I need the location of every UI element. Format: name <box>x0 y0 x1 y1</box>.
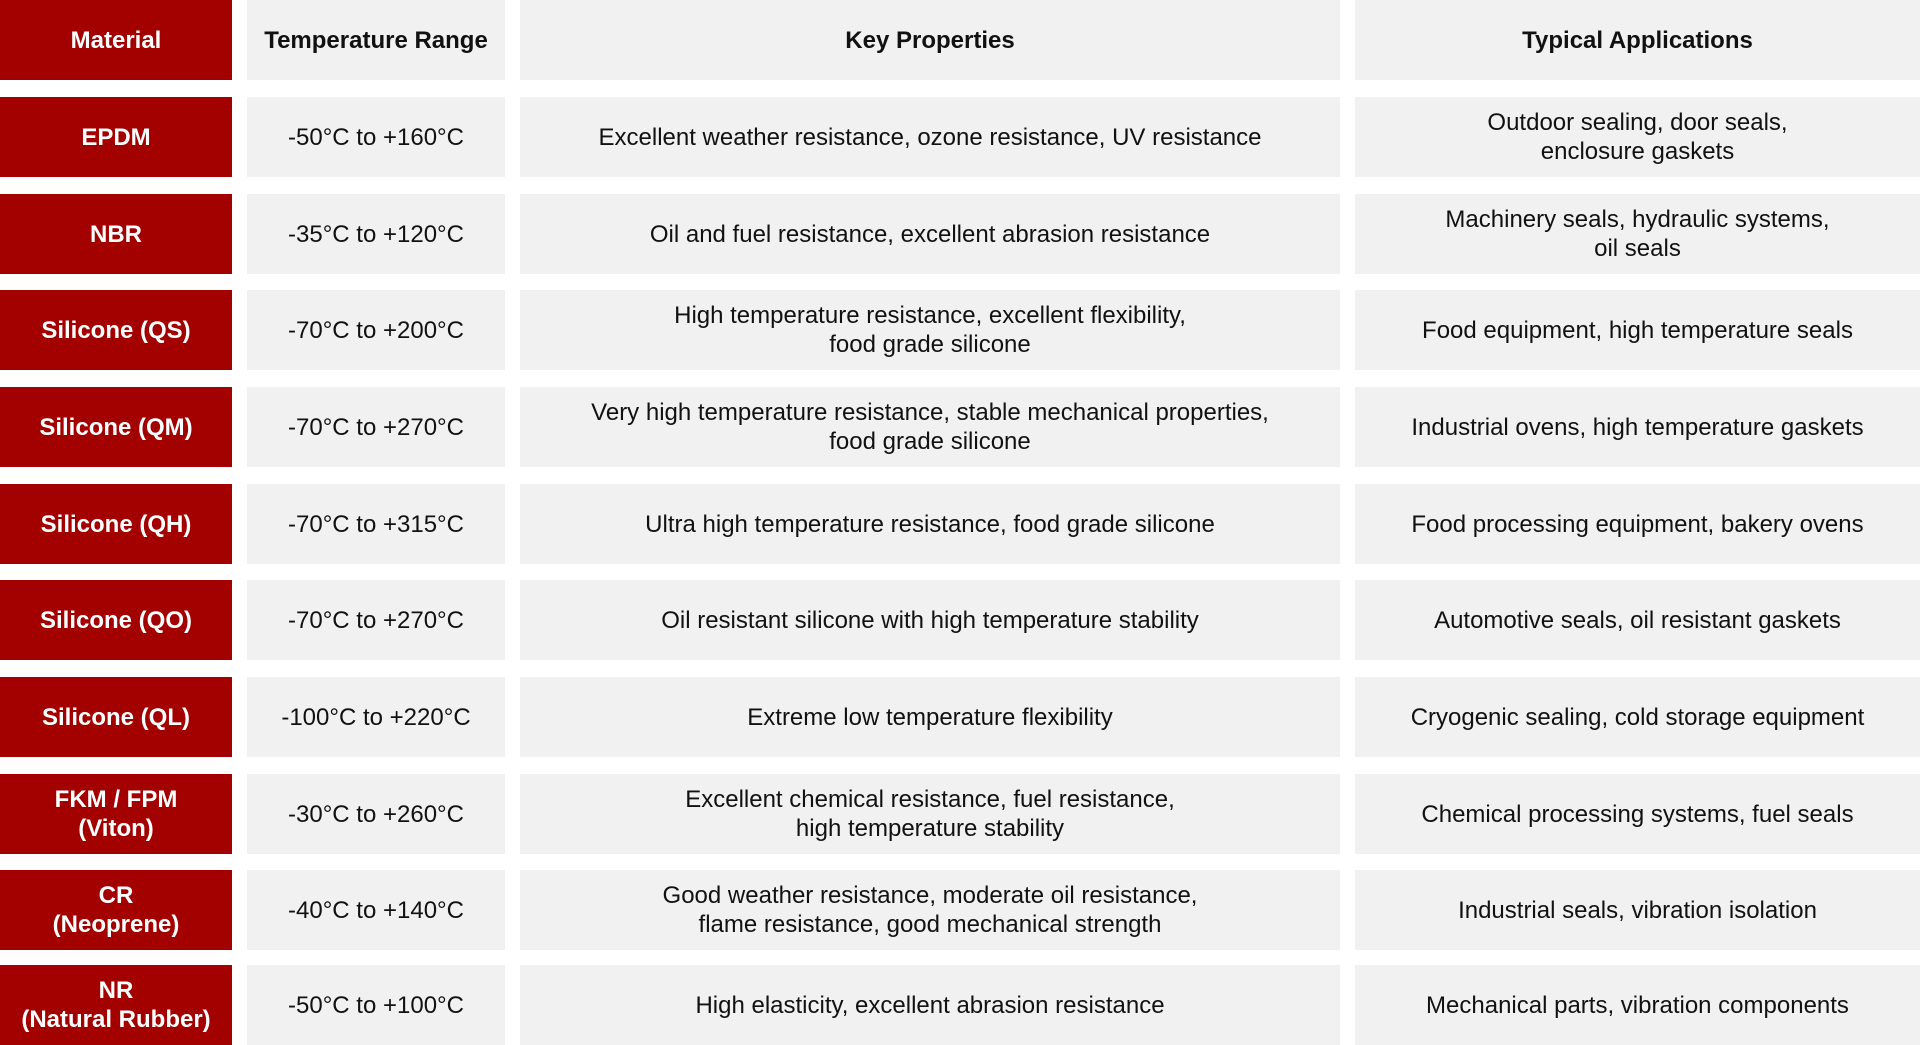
table-row <box>0 97 1920 177</box>
applications-cell: Cryogenic sealing, cold storage equipment <box>1355 677 1920 757</box>
table-row <box>0 870 1920 950</box>
table-row <box>0 194 1920 274</box>
temperature-cell: -70°C to +270°C <box>247 387 505 467</box>
material-cell: NR (Natural Rubber) <box>0 965 232 1045</box>
applications-cell: Machinery seals, hydraulic systems, oil seals <box>1355 194 1920 274</box>
properties-cell: High elasticity, excellent abrasion resistance <box>520 965 1340 1045</box>
temperature-cell: -70°C to +315°C <box>247 484 505 564</box>
applications-cell: Industrial seals, vibration isolation <box>1355 870 1920 950</box>
material-cell: FKM / FPM (Viton) <box>0 774 232 854</box>
properties-cell: Oil and fuel resistance, excellent abrasion resistance <box>520 194 1340 274</box>
table-row <box>0 677 1920 757</box>
table-row <box>0 965 1920 1045</box>
table-row <box>0 774 1920 854</box>
table-row <box>0 387 1920 467</box>
applications-cell: Automotive seals, oil resistant gaskets <box>1355 580 1920 660</box>
table-row <box>0 484 1920 564</box>
applications-cell: Food equipment, high temperature seals <box>1355 290 1920 370</box>
properties-cell: High temperature resistance, excellent flexibility, food grade silicone <box>520 290 1340 370</box>
material-cell: Silicone (QS) <box>0 290 232 370</box>
material-cell: EPDM <box>0 97 232 177</box>
table-row <box>0 290 1920 370</box>
temperature-cell: -50°C to +160°C <box>247 97 505 177</box>
temperature-cell: -100°C to +220°C <box>247 677 505 757</box>
header-temperature-range: Temperature Range <box>247 0 505 80</box>
material-cell: NBR <box>0 194 232 274</box>
applications-cell: Outdoor sealing, door seals, enclosure gaskets <box>1355 97 1920 177</box>
material-cell: Silicone (QH) <box>0 484 232 564</box>
properties-cell: Very high temperature resistance, stable mechanical properties, food grade silicone <box>520 387 1340 467</box>
material-cell: Silicone (QO) <box>0 580 232 660</box>
material-cell: Silicone (QL) <box>0 677 232 757</box>
applications-cell: Industrial ovens, high temperature gaskets <box>1355 387 1920 467</box>
properties-cell: Oil resistant silicone with high temperature stability <box>520 580 1340 660</box>
properties-cell: Excellent chemical resistance, fuel resistance, high temperature stability <box>520 774 1340 854</box>
material-cell: CR (Neoprene) <box>0 870 232 950</box>
applications-cell: Food processing equipment, bakery ovens <box>1355 484 1920 564</box>
header-key-properties: Key Properties <box>520 0 1340 80</box>
temperature-cell: -35°C to +120°C <box>247 194 505 274</box>
temperature-cell: -40°C to +140°C <box>247 870 505 950</box>
temperature-cell: -50°C to +100°C <box>247 965 505 1045</box>
properties-cell: Extreme low temperature flexibility <box>520 677 1340 757</box>
header-material: Material <box>0 0 232 80</box>
applications-cell: Chemical processing systems, fuel seals <box>1355 774 1920 854</box>
temperature-cell: -70°C to +270°C <box>247 580 505 660</box>
table-row <box>0 580 1920 660</box>
properties-cell: Good weather resistance, moderate oil resistance, flame resistance, good mechanical strength <box>520 870 1340 950</box>
header-typical-applications: Typical Applications <box>1355 0 1920 80</box>
temperature-cell: -70°C to +200°C <box>247 290 505 370</box>
material-cell: Silicone (QM) <box>0 387 232 467</box>
applications-cell: Mechanical parts, vibration components <box>1355 965 1920 1045</box>
properties-cell: Ultra high temperature resistance, food grade silicone <box>520 484 1340 564</box>
temperature-cell: -30°C to +260°C <box>247 774 505 854</box>
table-header <box>0 0 1920 80</box>
properties-cell: Excellent weather resistance, ozone resistance, UV resistance <box>520 97 1340 177</box>
